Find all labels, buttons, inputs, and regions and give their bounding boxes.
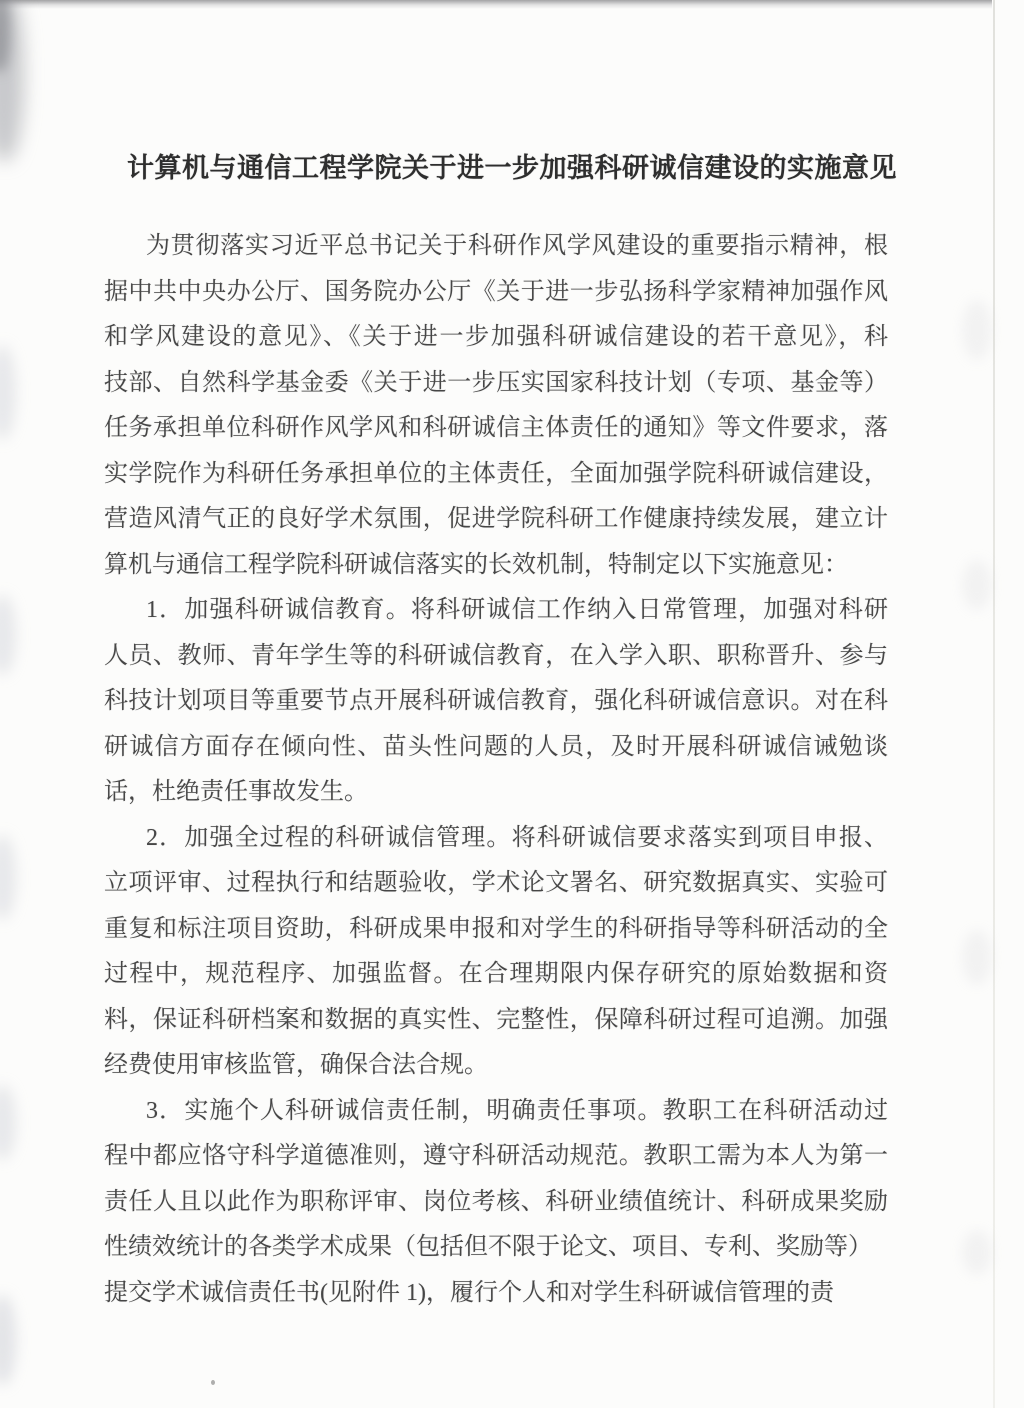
- scan-top-edge-shadow: [0, 0, 992, 9]
- text-line: 技部、自然科学基金委《关于进一步压实国家科技计划（专项、基金等）: [104, 369, 888, 396]
- text-line: 话，杜绝责任事故发生。: [104, 779, 368, 805]
- text-line: 2．加强全过程的科研诚信管理。将科研诚信要求落实到项目申报、: [146, 824, 888, 851]
- text-line: 立项评审、过程执行和结题验收，学术论文署名、研究数据真实、实验可: [104, 870, 888, 896]
- scan-right-edge-smudge: [962, 560, 992, 610]
- scan-left-edge-smudge: [0, 1295, 16, 1385]
- text-line: 1．加强科研诚信教育。将科研诚信工作纳入日常管理，加强对科研: [146, 597, 888, 623]
- text-line: 算机与通信工程学院科研诚信落实的长效机制，特制定以下实施意见：: [104, 551, 848, 578]
- text-line: 重复和标注项目资助，科研成果申报和对学生的科研指导等科研活动的全: [104, 915, 888, 942]
- document-title: 计算机与通信工程学院关于进一步加强科研诚信建设的实施意见: [127, 153, 897, 183]
- text-line: 提交学术诚信责任书(见附件 1)，履行个人和对学生科研诚信管理的责: [104, 1279, 834, 1306]
- text-line: 责任人且以此作为职称评审、岗位考核、科研业绩值统计、科研成果奖励: [104, 1188, 888, 1215]
- text-line: 过程中，规范程序、加强监督。在合理期限内保存研究的原始数据和资: [104, 961, 888, 987]
- text-line: 实学院作为科研任务承担单位的主体责任，全面加强学院科研诚信建设，: [104, 460, 888, 487]
- scan-left-edge-smudge: [0, 595, 16, 675]
- text-line: 经费使用审核监管，确保合法合规。: [104, 1052, 488, 1078]
- document-lines: [104, 224, 888, 1316]
- text-line: 据中共中央办公厅、国务院办公厅《关于进一步弘扬科学家精神加强作风: [104, 278, 888, 305]
- text-line: 人员、教师、青年学生等的科研诚信教育，在入学入职、职称晋升、参与: [104, 642, 888, 669]
- text-line: 料，保证科研档案和数据的真实性、完整性，保障科研过程可追溯。加强: [104, 1006, 888, 1033]
- text-line: 任务承担单位科研作风学风和科研诚信主体责任的通知》等文件要求，落: [104, 415, 888, 441]
- text-line: 营造风清气正的良好学术氛围，促进学院科研工作健康持续发展，建立计: [104, 506, 888, 532]
- scan-left-edge-smudge: [0, 345, 16, 440]
- scan-left-edge-smudge: [0, 835, 16, 920]
- text-line: 性绩效统计的各类学术成果（包括但不限于论文、项目、专利、奖励等）: [104, 1234, 872, 1260]
- scan-speck: [211, 1380, 215, 1385]
- text-line: 和学风建设的意见》、《关于进一步加强科研诚信建设的若干意见》，科: [104, 324, 888, 350]
- scan-right-crease-line: [993, 0, 995, 1408]
- text-line: 研诚信方面存在倾向性、苗头性问题的人员，及时开展科研诚信诫勉谈: [104, 733, 888, 760]
- text-line: 程中都应恪守科学道德准则，遵守科研活动规范。教职工需为本人为第一: [104, 1143, 888, 1169]
- text-line: 3．实施个人科研诚信责任制，明确责任事项。教职工在科研活动过: [146, 1097, 888, 1124]
- scan-right-edge-smudge: [962, 300, 992, 360]
- text-line: 科技计划项目等重要节点开展科研诚信教育，强化科研诚信意识。对在科: [104, 688, 888, 714]
- text-line: 为贯彻落实习近平总书记关于科研作风学风建设的重要指示精神，根: [146, 233, 888, 259]
- scan-left-edge-smudge: [0, 1085, 16, 1160]
- scan-right-edge-smudge: [962, 930, 992, 985]
- scan-right-edge-smudge: [962, 1230, 992, 1275]
